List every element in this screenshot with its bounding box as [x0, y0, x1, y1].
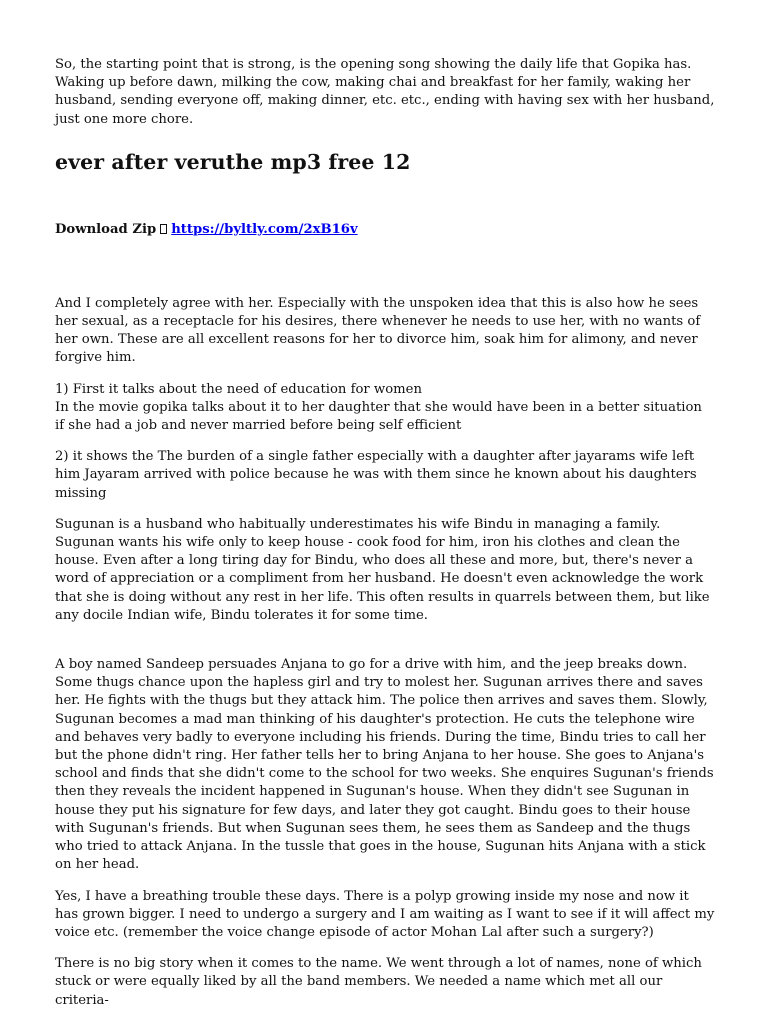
paragraph-sandeep: A boy named Sandeep persuades Anjana to go for a drive with him, and the jeep breaks down. Some thugs chance upon the hapless girl and try to molest her. Sugunan arrives there and saves her. He fights with the thugs but they attack him. The police then arrives and saves them. Slowly, Sugunan becomes a mad man thinking of his daughter's protection. He cuts the telephone wire and behaves very badly to everyone including his friends. During the time, Bindu tries to call her but the phone didn't ring. Her father tells her to bring Anjana to her house. She goes to Anjana's school and finds that she didn't come to the school for two weeks. She enquires Sugunan's friends then they reveals the incident happened in Sugunan's house. When they didn't see Sugunan in house they put his signature for few days, and later they got caught. Bindu goes to their house with Sugunan's friends. But when Sugunan sees them, he sees them as Sandeep and the thugs who tried to attack Anjana. In the tussle that goes in the house, Sugunan hits Anjana with a stick on her head. — [55, 657, 714, 873]
document-page — [55, 56, 715, 1010]
missing-glyph-icon — [160, 224, 167, 234]
page-title: ever after veruthe mp3 free 12 — [55, 149, 411, 174]
point-1-heading: 1) First it talks about the need of education for women — [55, 381, 422, 397]
paragraph-band: There is no big story when it comes to the name. We went through a lot of names, none of which stuck or were equally liked by all the band members. We needed a name which met all our criteria- — [55, 956, 702, 1008]
download-line — [55, 221, 715, 239]
download-label: Download Zip — [55, 221, 157, 237]
point-1-body: In the movie gopika talks about it to her daughter that she would have been in a better situation if she had a job and never married before being self efficient — [55, 399, 702, 434]
point-2-paragraph: 2) it shows the The burden of a single father especially with a daughter after jayarams wife left him Jayaram arrived with police because he was with them since he known about his daughters missing — [55, 449, 697, 501]
point-1-block — [55, 381, 715, 436]
paragraph-breathing: Yes, I have a breathing trouble these days. There is a polyp growing inside my nose and now it has grown bigger. I need to undergo a surgery and I am waiting as I want to see if it will affect my voice etc. (remember the voice change episode of actor Mohan Lal after such a surgery?) — [55, 888, 715, 940]
intro-paragraph: So, the starting point that is strong, is the opening song showing the daily life that Gopika has. Waking up before dawn, milking the cow, making chai and breakfast for her family, waking her husband, sending everyone off, making dinner, etc. etc., ending with having sex with her husband, just one more chore. — [55, 57, 715, 127]
paragraph-sugunan: Sugunan is a husband who habitually underestimates his wife Bindu in managing a family. Sugunan wants his wife only to keep house - cook food for him, iron his clothes and clean the house. Even after a long tiring day for Bindu, who does all these and more, but, there's never a word of appreciation or a compliment from her husband. He doesn't even acknowledge the work that she is doing without any rest in her life. This often results in quarrels between them, but like any docile Indian wife, Bindu tolerates it for some time. — [55, 516, 710, 623]
paragraph-agree: And I completely agree with her. Especially with the unspoken idea that this is also how he sees her sexual, as a receptacle for his desires, there whenever he needs to use her, with no wants of her own. These are all excellent reasons for her to divorce him, soak him for alimony, and never forgive him. — [55, 295, 701, 366]
download-link[interactable]: https://byltly.com/2xB16v — [171, 221, 358, 237]
